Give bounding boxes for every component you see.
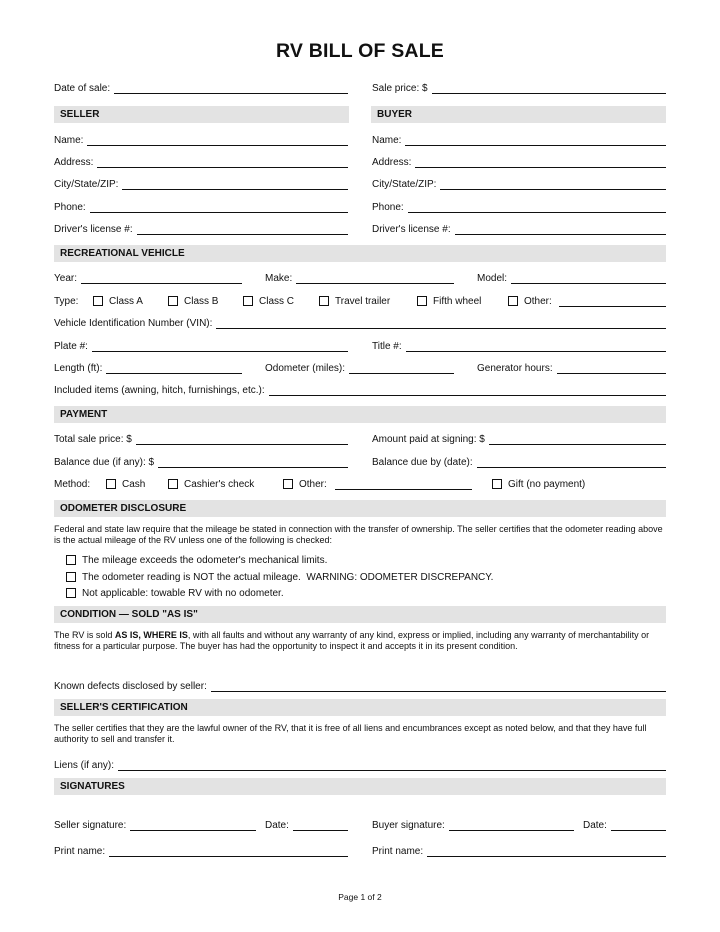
method-cashiers-check-checkbox[interactable]: Cashier's check: [168, 477, 254, 491]
seller-phone-field[interactable]: Phone:: [54, 200, 348, 214]
date-of-sale-field[interactable]: Date of sale:: [54, 81, 348, 95]
buyer-heading: BUYER: [371, 106, 666, 123]
liens-row: [54, 758, 666, 772]
buyer-date-field[interactable]: Date:: [583, 818, 666, 832]
total-price-field[interactable]: Total sale price: $: [54, 432, 348, 446]
seller-name-field[interactable]: Name:: [54, 133, 348, 147]
amount-paid-field[interactable]: Amount paid at signing: $: [372, 432, 666, 446]
payment-method-row: [54, 477, 666, 491]
condition-text: The RV is sold AS IS, WHERE IS, with all faults and without any warranty of any kind, express or implied, including any warranty of merchantability or fitness for a particular purpose. The buyer has had the opportunity to inspect it and accepts it in its present condition.: [54, 630, 650, 652]
year-field[interactable]: Year:: [54, 271, 242, 285]
defects-row: [54, 679, 666, 693]
length-field[interactable]: Length (ft):: [54, 361, 242, 375]
seller-signature-field[interactable]: Seller signature:: [54, 818, 256, 832]
seller-date-field[interactable]: Date:: [265, 818, 348, 832]
print-name-row: [54, 844, 666, 858]
method-label: Method:: [54, 478, 91, 490]
seller-city-field[interactable]: City/State/ZIP:: [54, 177, 348, 191]
odometer-exceeds-checkbox[interactable]: The mileage exceeds the odometer's mechanical limits.: [66, 553, 327, 567]
vin-field[interactable]: Vehicle Identification Number (VIN):: [54, 316, 666, 330]
condition-heading: CONDITION — SOLD "AS IS": [54, 606, 666, 623]
generator-hours-field[interactable]: Generator hours:: [477, 361, 666, 375]
party-row-phone: [54, 200, 666, 214]
liens-field[interactable]: Liens (if any):: [54, 758, 666, 772]
type-class-a-checkbox[interactable]: Class A: [93, 294, 143, 308]
type-travel-trailer-checkbox[interactable]: Travel trailer: [319, 294, 390, 308]
type-other-checkbox[interactable]: Other:: [508, 294, 552, 308]
party-row-license: [54, 222, 666, 236]
method-other-field[interactable]: [335, 477, 472, 491]
seller-license-field[interactable]: Driver's license #:: [54, 222, 348, 236]
balance-due-date-field[interactable]: Balance due by (date):: [372, 455, 666, 469]
buyer-phone-field[interactable]: Phone:: [372, 200, 666, 214]
model-field[interactable]: Model:: [477, 271, 666, 285]
vin-row: [54, 316, 666, 330]
type-class-b-checkbox[interactable]: Class B: [168, 294, 218, 308]
buyer-print-name-field[interactable]: Print name:: [372, 844, 666, 858]
buyer-city-field[interactable]: City/State/ZIP:: [372, 177, 666, 191]
page-number: Page 1 of 2: [338, 892, 382, 902]
length-row: [54, 361, 666, 375]
signatures-heading: SIGNATURES: [54, 778, 666, 795]
buyer-name-field[interactable]: Name:: [372, 133, 666, 147]
certification-heading: SELLER'S CERTIFICATION: [54, 699, 666, 716]
title-number-field[interactable]: Title #:: [372, 339, 666, 353]
certification-text: The seller certifies that they are the lawful owner of the RV, that it is free of all liens and encumbrances except as noted below, and that they have full authority to sell and transfer it.: [54, 723, 647, 745]
page-title: RV BILL OF SALE: [275, 40, 445, 62]
buyer-signature-field[interactable]: Buyer signature:: [372, 818, 574, 832]
payment-heading: PAYMENT: [54, 406, 666, 423]
make-field[interactable]: Make:: [265, 271, 454, 285]
party-row-name: [54, 133, 666, 147]
odometer-not-actual-checkbox[interactable]: The odometer reading is NOT the actual mileage. WARNING: ODOMETER DISCREPANCY.: [66, 570, 493, 584]
plate-field[interactable]: Plate #:: [54, 339, 348, 353]
method-cash-checkbox[interactable]: Cash: [106, 477, 145, 491]
sale-price-field[interactable]: Sale price: $: [372, 81, 666, 95]
type-other-field[interactable]: [559, 294, 666, 308]
plate-row: [54, 339, 666, 353]
payment-row-balance: [54, 455, 666, 469]
gift-checkbox[interactable]: Gift (no payment): [492, 477, 585, 491]
buyer-address-field[interactable]: Address:: [372, 155, 666, 169]
party-row-address: [54, 155, 666, 169]
payment-row-total: [54, 432, 666, 446]
seller-heading: SELLER: [54, 106, 349, 123]
type-fifth-wheel-checkbox[interactable]: Fifth wheel: [417, 294, 481, 308]
type-class-c-checkbox[interactable]: Class C: [243, 294, 294, 308]
type-label: Type:: [54, 295, 79, 307]
sale-row: [54, 81, 666, 95]
vehicle-row-year: [54, 271, 666, 285]
buyer-license-field[interactable]: Driver's license #:: [372, 222, 666, 236]
party-row-city: [54, 177, 666, 191]
odometer-heading: ODOMETER DISCLOSURE: [54, 500, 666, 517]
balance-due-field[interactable]: Balance due (if any): $: [54, 455, 348, 469]
seller-address-field[interactable]: Address:: [54, 155, 348, 169]
vehicle-heading: RECREATIONAL VEHICLE: [54, 245, 666, 262]
signature-row: [54, 818, 666, 832]
vehicle-type-row: [54, 294, 666, 308]
included-items-field[interactable]: Included items (awning, hitch, furnishings, etc.):: [54, 383, 666, 397]
seller-print-name-field[interactable]: Print name:: [54, 844, 348, 858]
included-row: [54, 383, 666, 397]
odometer-field[interactable]: Odometer (miles):: [265, 361, 454, 375]
odometer-not-applicable-checkbox[interactable]: Not applicable: towable RV with no odometer.: [66, 586, 284, 600]
method-other-checkbox[interactable]: Other:: [283, 477, 327, 491]
known-defects-field[interactable]: Known defects disclosed by seller:: [54, 679, 666, 693]
odometer-text: Federal and state law require that the mileage be stated in connection with the transfer of ownership. The seller certifies that the odometer reading above is the actual mileage of the RV unless one of the following is checked:: [54, 524, 663, 546]
